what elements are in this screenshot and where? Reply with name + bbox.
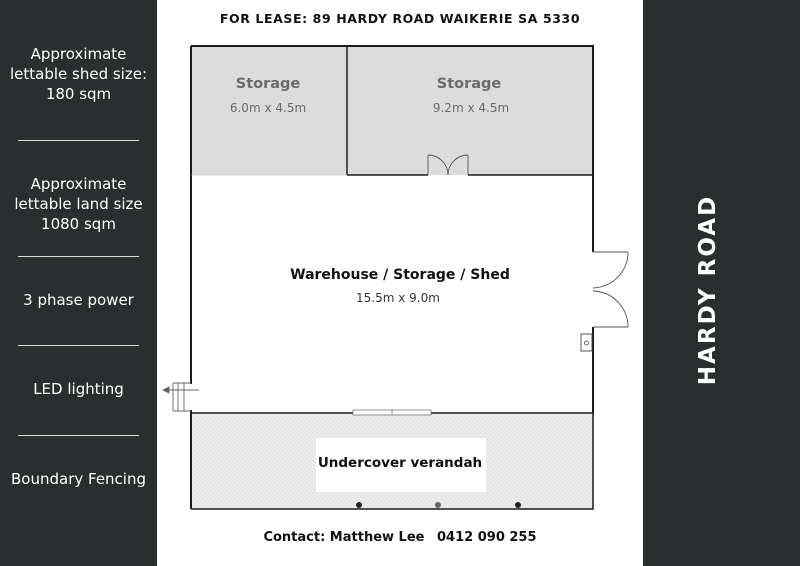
feature-line: lettable land size bbox=[14, 195, 143, 213]
power-outlet-icon bbox=[581, 334, 592, 351]
verandah-post bbox=[515, 502, 521, 508]
feature-line: 3 phase power bbox=[23, 291, 134, 309]
feature-line: Boundary Fencing bbox=[11, 470, 146, 488]
contact-line bbox=[157, 530, 643, 545]
feature-line: Approximate bbox=[30, 175, 127, 193]
feature-line: 1080 sqm bbox=[41, 215, 116, 233]
storage-left-title: Storage bbox=[235, 76, 301, 92]
road-label: HARDY ROAD bbox=[695, 194, 721, 386]
feature-line: LED lighting bbox=[33, 380, 124, 398]
warehouse-dimensions: 15.5m x 9.0m bbox=[356, 291, 440, 305]
verandah-post bbox=[435, 502, 441, 508]
page-title: FOR LEASE: 89 HARDY ROAD WAIKERIE SA 5330 bbox=[219, 11, 581, 26]
contact-name: Contact: Matthew Lee bbox=[263, 530, 425, 545]
feature-line: Approximate bbox=[30, 45, 127, 63]
verandah-post bbox=[356, 502, 362, 508]
feature-line: 180 sqm bbox=[45, 85, 112, 103]
warehouse-title: Warehouse / Storage / Shed bbox=[290, 267, 510, 283]
side-double-door bbox=[593, 252, 628, 327]
storage-right-title: Storage bbox=[436, 76, 502, 92]
verandah-title: Undercover verandah bbox=[317, 455, 483, 471]
storage-left-dimensions: 6.0m x 4.5m bbox=[229, 101, 307, 115]
storage-right-dimensions: 9.2m x 4.5m bbox=[432, 101, 510, 115]
feature-line: lettable shed size: bbox=[9, 65, 147, 83]
entry-steps-icon bbox=[163, 383, 199, 411]
contact-phone: 0412 090 255 bbox=[437, 530, 537, 545]
sliding-door bbox=[353, 410, 431, 415]
